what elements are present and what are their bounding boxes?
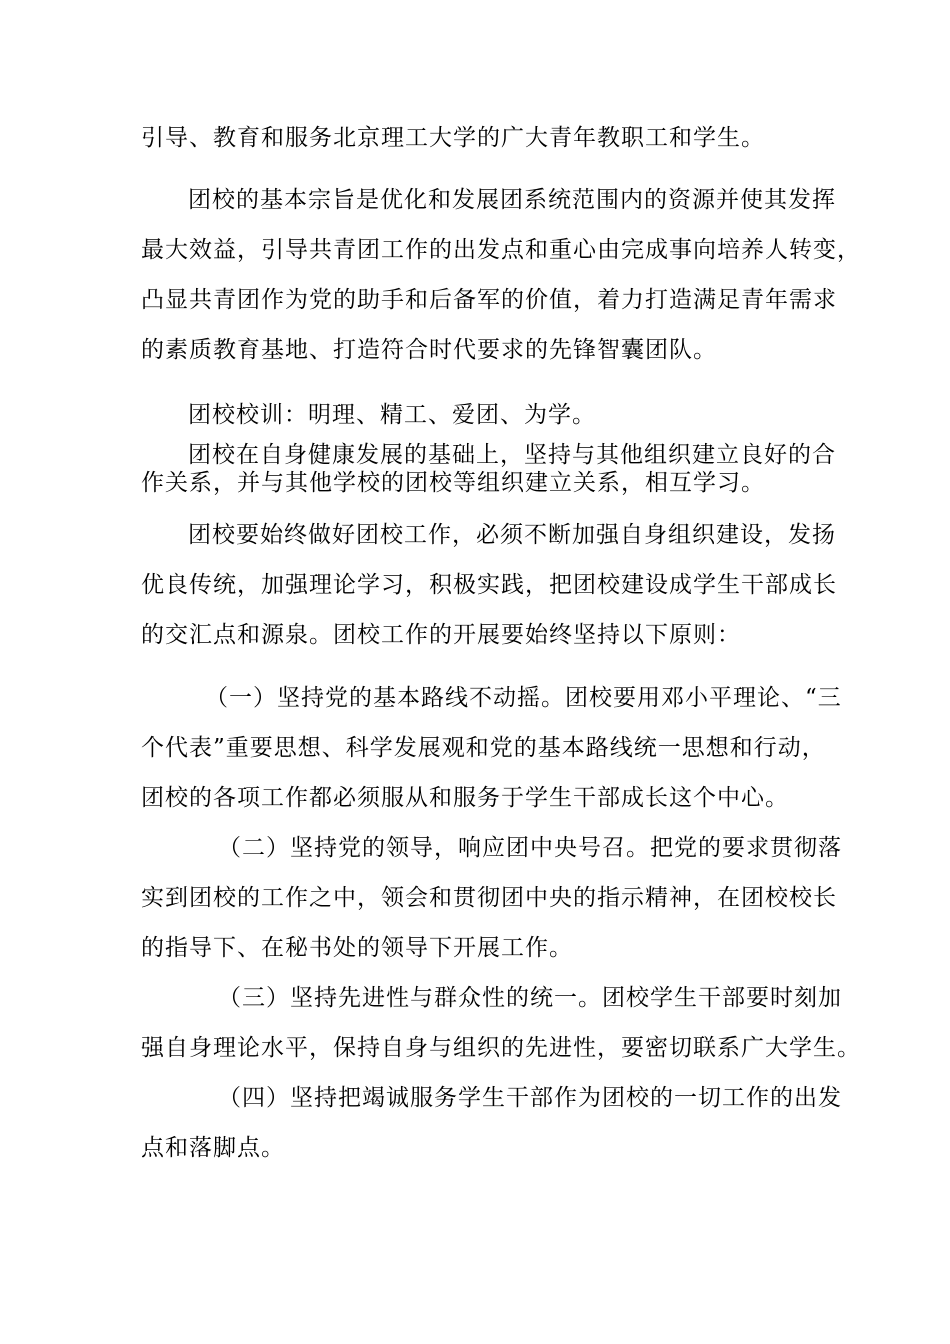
text-line: 团校的各项工作都必须服从和服务于学生干部成长这个中心。: [141, 785, 789, 811]
text-line: 团校的基本宗旨是优化和发展团系统范围内的资源并使其发挥: [188, 187, 836, 213]
text-line: （二）坚持党的领导，响应团中央号召。把党的要求贯彻落: [218, 835, 842, 861]
text-line: 凸显共青团作为党的助手和后备军的价值，着力打造满足青年需求: [141, 287, 837, 313]
text-line: 实到团校的工作之中，领会和贯彻团中央的指示精神，在团校校长: [141, 885, 837, 911]
text-line: 的交汇点和源泉。团校工作的开展要始终坚持以下原则：: [141, 622, 741, 648]
text-line: 点和落脚点。: [141, 1135, 285, 1161]
text-line: （四）坚持把竭诚服务学生干部作为团校的一切工作的出发: [218, 1085, 842, 1111]
text-line: 最大效益，引导共青团工作的出发点和重心由完成事向培养人转变，: [141, 237, 861, 263]
text-line: （三）坚持先进性与群众性的统一。团校学生干部要时刻加: [218, 985, 842, 1011]
text-line: 团校要始终做好团校工作，必须不断加强自身组织建设，发扬: [188, 522, 836, 548]
text-line: 作关系，并与其他学校的团校等组织建立关系，相互学习。: [141, 470, 765, 496]
text-line: 团校在自身健康发展的基础上，坚持与其他组织建立良好的合: [188, 442, 836, 468]
text-line: 强自身理论水平，保持自身与组织的先进性，要密切联系广大学生。: [141, 1035, 861, 1061]
text-line: 引导、教育和服务北京理工大学的广大青年教职工和学生。: [141, 125, 765, 151]
text-line: 优良传统，加强理论学习，积极实践，把团校建设成学生干部成长: [141, 572, 837, 598]
text-line: 的素质教育基地、打造符合时代要求的先锋智囊团队。: [141, 337, 717, 363]
text-line: 的指导下、在秘书处的领导下开展工作。: [141, 935, 573, 961]
text-line: 团校校训：明理、精工、爱团、为学。: [188, 402, 596, 428]
text-line: 个代表”重要思想、科学发展观和党的基本路线统一思想和行动，: [141, 735, 826, 761]
text-line: （一）坚持党的基本路线不动摇。团校要用邓小平理论、“三: [205, 685, 842, 711]
